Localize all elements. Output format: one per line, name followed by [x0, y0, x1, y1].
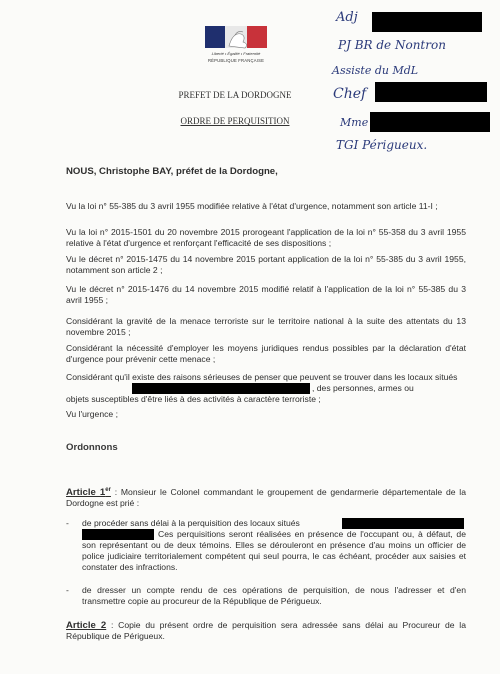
handwritten-adj: Adj [336, 10, 358, 25]
prefecture-title: PREFET DE LA DORDOGNE [178, 90, 292, 100]
considerant-3-part-c: objets susceptibles d'être liés à des activités à caractère terroriste ; [66, 394, 321, 404]
considerant-3-part-a: Considérant qu'il existe des raisons sérieuses de penser que peuvent se trouver dans les locaux situés [66, 372, 458, 382]
article-2-text: : Copie du présent ordre de perquisition sera adressée sans délai au Procureur de la République de Périgueux. [66, 620, 466, 641]
article-2-label: Article 2 [66, 620, 107, 631]
redaction-block [375, 82, 487, 102]
vu-paragraph-1: Vu la loi n° 55-385 du 3 avril 1955 modifiée relative à l'état d'urgence, notamment son article 11-I ; [66, 201, 438, 211]
handwritten-brigade: PJ BR de Nontron [338, 38, 446, 52]
intro-line: NOUS, Christophe BAY, préfet de la Dordogne, [66, 166, 278, 177]
handwritten-chef: Chef [333, 86, 367, 102]
vu-paragraph-3: Vu le décret n° 2015-1475 du 14 novembre 2015 portant application de la loi n° 55-385 du 3 avril 1955, notamment son article 2 ; [66, 254, 466, 275]
considerant-paragraph-3 [66, 372, 466, 383]
handwritten-assiste: Assiste du MdL [332, 64, 419, 77]
logo-motto: Liberté • Égalité • Fraternité [211, 51, 261, 56]
ordonnons-heading: Ordonnons [66, 442, 118, 453]
handwritten-tgi: TGI Périgueux. [336, 138, 428, 152]
article-1-item-1-part-a: de procéder sans délai à la perquisition des locaux situés [82, 518, 300, 528]
article-1-paragraph [66, 485, 466, 509]
handwritten-mme: Mme [340, 116, 369, 129]
considerant-paragraph-1: Considérant la gravité de la menace terroriste sur le territoire national à la suite des attentats du 13 novembre 2015 ; [66, 316, 466, 337]
article-1-item-1-part-b: Ces perquisitions seront réalisées en présence de l'occupant ou, à défaut, de son représentant ou de deux témoins. Elles se dérouleront en présence d'au moins un officier de police judiciaire territorialement compétent qui seul pourra, le cas échéant, procéder aux saisies et constater des infractions. [82, 529, 466, 572]
bullet-dash: - [66, 585, 69, 595]
article-2-paragraph [66, 620, 466, 642]
vu-paragraph-4: Vu le décret n° 2015-1476 du 14 novembre 2015 modifié relatif à l'application de la loi n° 55-385 du 3 avril 1955 ; [66, 284, 466, 305]
document-title: ORDRE DE PERQUISITION [180, 116, 290, 126]
bullet-dash: - [66, 518, 69, 528]
article-1-item-2 [66, 585, 466, 609]
article-1-item-2-text: de dresser un compte rendu de ces opérations de perquisition, de nous l'adresser et d'en transmettre copie au procureur de la République de Périgueux. [82, 585, 466, 606]
article-1-text: : Monsieur le Colonel commandant le groupement de gendarmerie départementale de la Dordogne est prié : [66, 487, 466, 509]
logo-republic: RÉPUBLIQUE FRANÇAISE [207, 58, 265, 63]
vu-urgence: Vu l'urgence ; [66, 409, 118, 419]
marianne-logo [205, 26, 267, 62]
redaction-block [342, 518, 464, 529]
considerant-3-part-b: , des personnes, armes ou [312, 383, 414, 393]
redaction-block [370, 112, 490, 132]
article-1-label: Article 1er [66, 487, 111, 499]
considerant-paragraph-2: Considérant la nécessité d'employer les moyens juridiques rendus possibles par la déclaration d'état d'urgence pour prévenir cette menace ; [66, 343, 466, 364]
redaction-block [372, 12, 482, 32]
redaction-block [132, 383, 310, 394]
vu-paragraph-2: Vu la loi n° 2015-1501 du 20 novembre 2015 prorogeant l'application de la loi n° 55-358 du 3 avril 1955 relative à l'état d'urgence et renforçant l'efficacité de ses dispositions ; [66, 227, 466, 248]
